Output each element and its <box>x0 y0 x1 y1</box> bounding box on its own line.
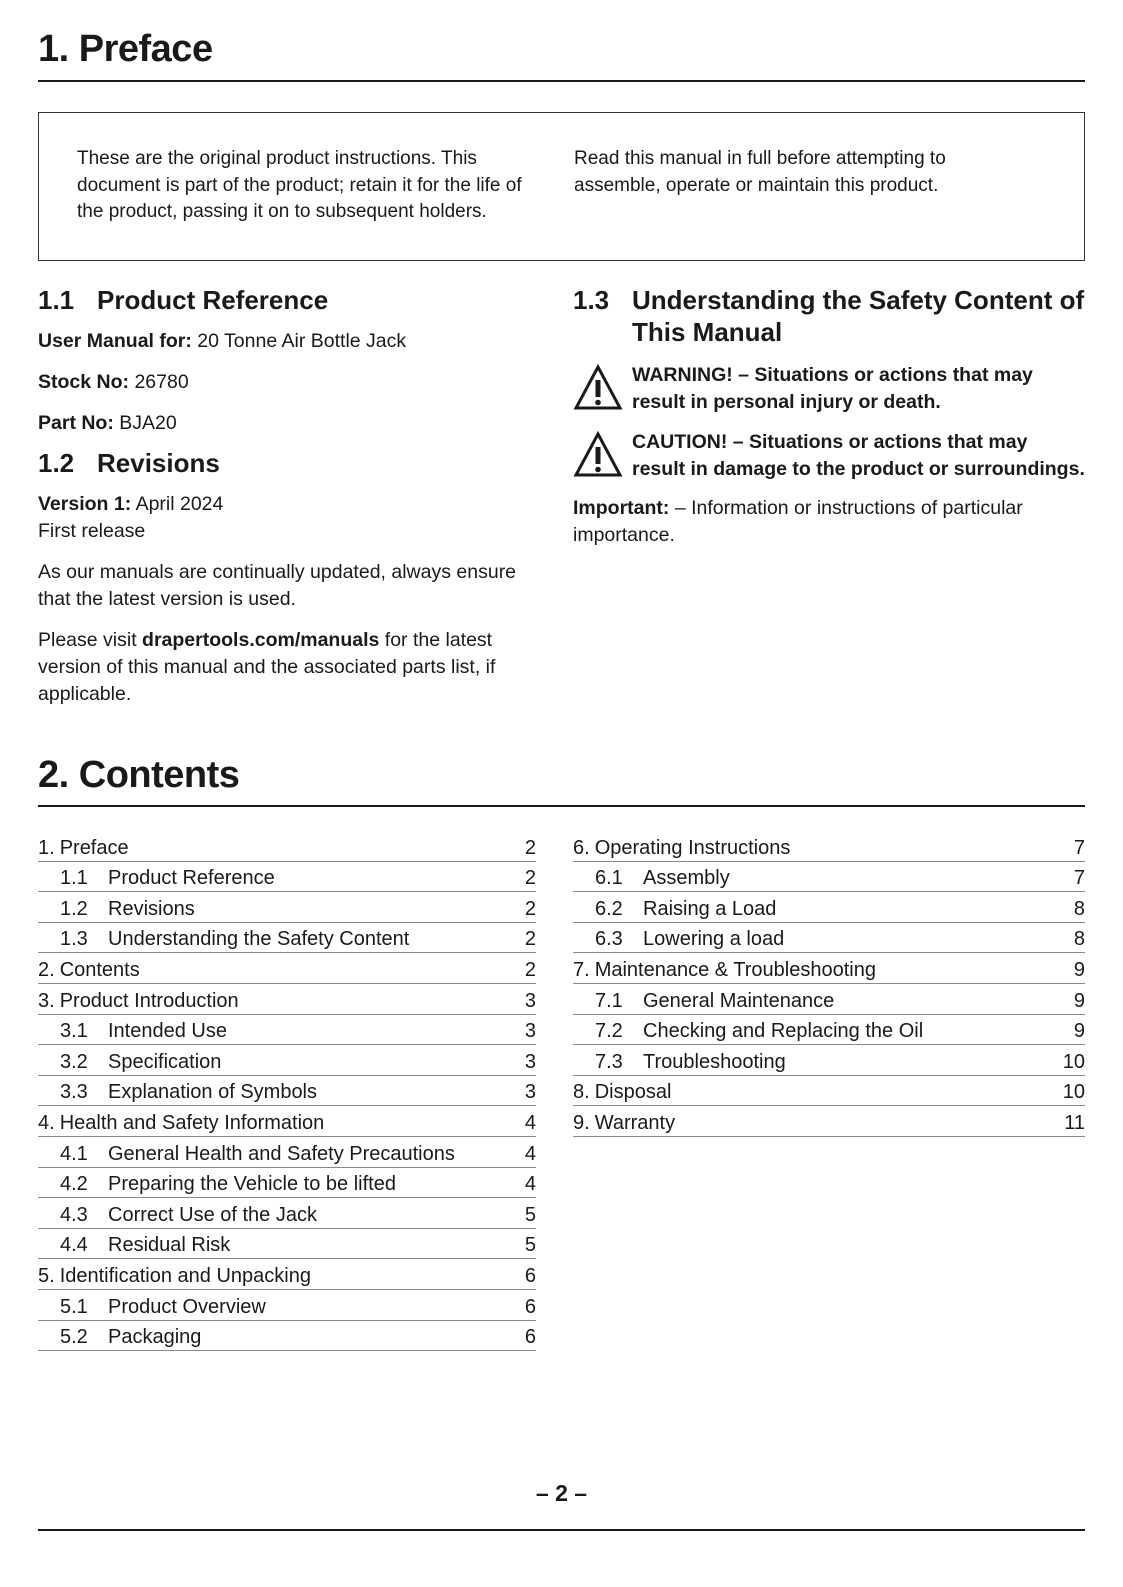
preface-right-column <box>573 284 1085 549</box>
caution-notice <box>573 429 1085 483</box>
toc-entry-title: Product Reference <box>108 867 275 890</box>
preface-rule <box>38 80 1085 82</box>
toc-entry[interactable] <box>573 862 1085 893</box>
section-number: 1.3 <box>573 285 610 315</box>
toc-entry[interactable] <box>38 1015 536 1046</box>
toc-entry-number: 9. <box>573 1111 590 1134</box>
toc-entry-number: 6.2 <box>595 897 623 920</box>
toc-entry[interactable] <box>38 1321 536 1352</box>
toc-entry-title: Operating Instructions <box>594 836 791 859</box>
toc-entry-page: 4 <box>524 1142 536 1165</box>
toc-entry[interactable] <box>573 1045 1085 1076</box>
toc-entry[interactable] <box>573 831 1085 862</box>
toc-entry[interactable] <box>573 1106 1085 1137</box>
toc-entry-page: 5 <box>524 1203 536 1226</box>
toc-right-column <box>573 831 1085 1137</box>
toc-entry-title: Preface <box>59 836 129 859</box>
toc-entry-title: Explanation of Symbols <box>108 1081 318 1104</box>
toc-entry-number: 4.4 <box>60 1234 88 1257</box>
toc-entry-title: Understanding the Safety Content <box>108 928 410 951</box>
toc-entry[interactable] <box>38 923 536 954</box>
toc-entry-title: Residual Risk <box>108 1234 231 1257</box>
toc-left-column <box>38 831 536 1351</box>
toc-entry-number: 3. <box>38 989 55 1012</box>
version-line <box>38 491 538 518</box>
section-title: Product Reference <box>97 285 329 315</box>
toc-entry[interactable] <box>38 1198 536 1229</box>
toc-entry-number: 6.1 <box>595 867 623 890</box>
toc-entry-number: 2. <box>38 958 55 981</box>
toc-entry-number: 5. <box>38 1264 55 1287</box>
intro-right-text: Read this manual in full before attempting to assemble, operate or maintain this product. <box>574 148 946 196</box>
footer-rule <box>38 1529 1085 1531</box>
intro-box <box>38 112 1085 261</box>
toc-entry-number: 4.3 <box>60 1203 88 1226</box>
toc-entry-page: 2 <box>524 836 536 859</box>
toc-entry-title: Disposal <box>594 1081 672 1104</box>
safety-heading <box>573 284 1085 348</box>
toc-entry-number: 4.2 <box>60 1173 88 1196</box>
toc-entry-title: Maintenance & Troubleshooting <box>594 958 876 981</box>
version-value: April 2024 <box>135 493 224 515</box>
warning-triangle-icon <box>573 431 623 479</box>
stock-no-line <box>38 369 538 396</box>
toc-entry-title: Troubleshooting <box>643 1050 786 1073</box>
version-label: Version 1: <box>38 493 132 515</box>
intro-left-text: These are the original product instructions. This document is part of the product; retain it for the life of the product, passing it on to subsequent holders. <box>77 148 522 222</box>
toc-entry-title: Product Overview <box>108 1295 266 1318</box>
important-label: Important: <box>573 497 670 519</box>
warning-notice <box>573 362 1085 416</box>
toc-entry-number: 5.2 <box>60 1326 88 1349</box>
manuals-link[interactable]: drapertools.com/manuals <box>142 629 380 651</box>
toc-entry-title: Intended Use <box>108 1020 227 1043</box>
toc-entry[interactable] <box>573 953 1085 984</box>
toc-entry[interactable] <box>38 1137 536 1168</box>
preface-left-column <box>38 284 538 708</box>
toc-entry-page: 4 <box>524 1111 536 1134</box>
toc-entry-title: Preparing the Vehicle to be lifted <box>108 1173 396 1196</box>
section-number: 1.1 <box>38 285 75 315</box>
section-number: 1.2 <box>38 448 75 478</box>
visit-suffix: for the latest version of this manual and the associated parts list, if applicable. <box>38 629 496 705</box>
visit-note <box>38 627 538 708</box>
toc-entry-page: 2 <box>524 928 536 951</box>
update-note: As our manuals are continually updated, always ensure that the latest version is used. <box>38 561 517 610</box>
toc-entry-page: 7 <box>1073 836 1085 859</box>
toc-entry-page: 6 <box>524 1264 536 1287</box>
toc-entry[interactable] <box>38 831 536 862</box>
toc-entry-page: 3 <box>524 1050 536 1073</box>
toc-entry-number: 7.1 <box>595 989 623 1012</box>
warning-triangle-icon <box>573 364 623 412</box>
toc-entry-number: 6.3 <box>595 928 623 951</box>
toc-entry-page: 6 <box>524 1295 536 1318</box>
toc-entry[interactable] <box>38 1290 536 1321</box>
toc-entry-title: Lowering a load <box>643 928 785 951</box>
warning-text: WARNING! – Situations or actions that may result in personal injury or death. <box>632 364 1033 413</box>
toc-entry[interactable] <box>38 953 536 984</box>
toc-entry-title: Revisions <box>108 897 195 920</box>
manual-page <box>38 0 1085 1587</box>
toc-entry-number: 8. <box>573 1081 590 1104</box>
part-no-line <box>38 410 538 437</box>
toc-entry-title: Specification <box>108 1050 222 1073</box>
section-title: Understanding the Safety Content of This Manual <box>632 285 1085 347</box>
user-manual-label: User Manual for: <box>38 330 192 352</box>
user-manual-value: 20 Tonne Air Bottle Jack <box>197 330 407 352</box>
toc-entry-number: 1.3 <box>60 928 88 951</box>
preface-heading: 1. Preface <box>38 28 213 70</box>
toc-entry-title: Packaging <box>108 1326 202 1349</box>
toc-entry-page: 9 <box>1073 989 1085 1012</box>
part-no-value: BJA20 <box>119 412 177 434</box>
toc-entry-number: 3.2 <box>60 1050 88 1073</box>
revisions-heading <box>38 447 538 479</box>
toc-entry-title: Health and Safety Information <box>59 1111 325 1134</box>
page-number: – 2 – <box>535 1480 588 1506</box>
contents-rule <box>38 805 1085 807</box>
toc-entry[interactable] <box>573 1076 1085 1107</box>
toc-entry-title: Warranty <box>594 1111 676 1134</box>
toc-entry-number: 3.1 <box>60 1020 88 1043</box>
toc-entry-page: 9 <box>1073 958 1085 981</box>
toc-entry-number: 4.1 <box>60 1142 88 1165</box>
toc-entry-page: 6 <box>524 1326 536 1349</box>
part-no-label: Part No: <box>38 412 114 434</box>
toc-entry-title: Raising a Load <box>643 897 777 920</box>
toc-entry-page: 9 <box>1073 1020 1085 1043</box>
toc-entry-page: 7 <box>1073 867 1085 890</box>
toc-entry-page: 8 <box>1073 928 1085 951</box>
toc-entry-page: 4 <box>524 1173 536 1196</box>
visit-prefix: Please visit <box>38 629 137 651</box>
toc-entry-title: Product Introduction <box>59 989 239 1012</box>
toc-entry-page: 5 <box>524 1234 536 1257</box>
toc-entry-title: General Health and Safety Precautions <box>108 1142 455 1165</box>
toc-entry[interactable] <box>573 892 1085 923</box>
toc-entry[interactable] <box>38 1168 536 1199</box>
toc-entry-number: 4. <box>38 1111 55 1134</box>
toc-entry-title: Checking and Replacing the Oil <box>643 1020 924 1043</box>
toc-entry-number: 1.1 <box>60 867 88 890</box>
toc-entry[interactable] <box>38 862 536 893</box>
toc-entry[interactable] <box>573 984 1085 1015</box>
toc-entry[interactable] <box>573 923 1085 954</box>
toc-entry-number: 5.1 <box>60 1295 88 1318</box>
toc-entry-page: 3 <box>524 989 536 1012</box>
toc-entry[interactable] <box>38 1229 536 1260</box>
caution-text: CAUTION! – Situations or actions that may result in damage to the product or surroundings. <box>632 431 1085 480</box>
contents-heading: 2. Contents <box>38 754 240 796</box>
toc-entry-number: 7. <box>573 958 590 981</box>
toc-entry-number: 7.3 <box>595 1050 623 1073</box>
stock-no-label: Stock No: <box>38 371 130 393</box>
toc-entry-page: 2 <box>524 867 536 890</box>
toc-entry-number: 1. <box>38 836 55 859</box>
toc-entry-page: 3 <box>524 1020 536 1043</box>
toc-entry-number: 6. <box>573 836 590 859</box>
toc-entry-title: Assembly <box>643 867 730 890</box>
toc-entry-number: 1.2 <box>60 897 88 920</box>
toc-entry-page: 10 <box>1062 1050 1085 1073</box>
user-manual-line <box>38 328 538 355</box>
important-note <box>573 495 1085 549</box>
toc-entry-page: 11 <box>1064 1111 1085 1134</box>
toc-entry-page: 2 <box>524 897 536 920</box>
toc-entry-page: 8 <box>1073 897 1085 920</box>
toc-entry-title: Contents <box>59 958 140 981</box>
toc-entry-number: 7.2 <box>595 1020 623 1043</box>
toc-entry[interactable] <box>38 1106 536 1137</box>
toc-entry[interactable] <box>38 892 536 923</box>
toc-entry-number: 3.3 <box>60 1081 88 1104</box>
toc-entry-page: 3 <box>524 1081 536 1104</box>
toc-entry[interactable] <box>38 1259 536 1290</box>
toc-entry[interactable] <box>38 1076 536 1107</box>
toc-entry-title: General Maintenance <box>643 989 835 1012</box>
section-title: Revisions <box>97 448 220 478</box>
version-note: First release <box>38 520 146 542</box>
toc-entry-page: 10 <box>1062 1081 1085 1104</box>
product-reference-heading <box>38 284 538 316</box>
toc-entry[interactable] <box>38 984 536 1015</box>
toc-entry-page: 2 <box>524 958 536 981</box>
toc-entry[interactable] <box>38 1045 536 1076</box>
important-text: – Information or instructions of particular importance. <box>573 497 1023 546</box>
toc-entry-title: Identification and Unpacking <box>59 1264 311 1287</box>
toc-entry-title: Correct Use of the Jack <box>108 1203 317 1226</box>
toc-entry[interactable] <box>573 1015 1085 1046</box>
stock-no-value: 26780 <box>134 371 189 393</box>
